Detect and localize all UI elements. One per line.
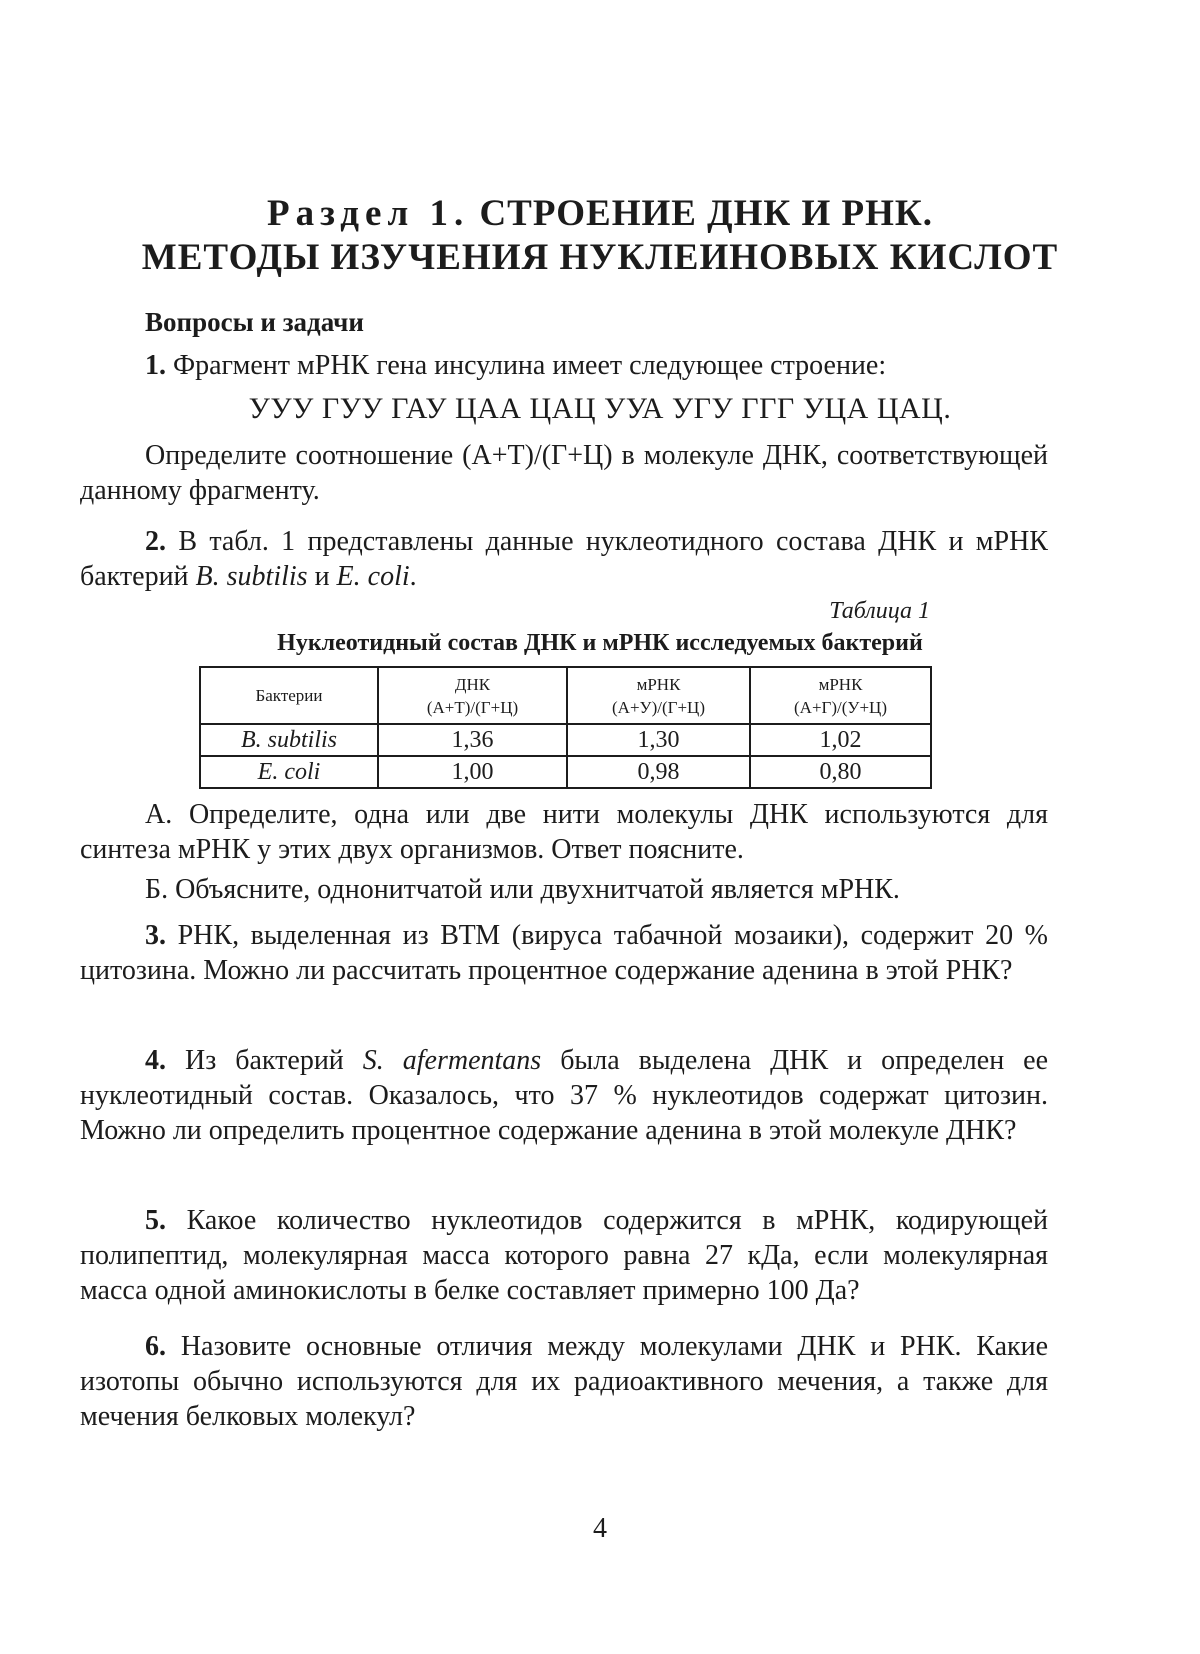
table-cell: 1,00 <box>378 756 567 788</box>
problem-number: 4. <box>145 1045 166 1076</box>
problem-1-question: Определите соотношение (А+Т)/(Г+Ц) в молекуле ДНК, соответствующей данному фрагменту. <box>80 440 1048 506</box>
problem-number: 3. <box>145 920 166 951</box>
table-header-cell <box>200 667 378 724</box>
question-b <box>80 872 1048 907</box>
problem-number: 1. <box>145 350 166 381</box>
problem-1 <box>80 348 1048 383</box>
header-formula: (А+Т)/(Г+Ц) <box>426 697 519 717</box>
table-cell: 0,98 <box>567 756 750 788</box>
connector-text: и <box>314 561 330 592</box>
header-formula: (А+У)/(Г+Ц) <box>612 697 705 717</box>
question-a <box>80 797 1048 867</box>
problem-5 <box>80 1203 1048 1308</box>
section-title-line2: МЕТОДЫ ИЗУЧЕНИЯ НУКЛЕИНОВЫХ КИСЛОТ <box>141 237 1059 278</box>
problem-text: В табл. 1 представлены данные нуклеотидного состава ДНК и мРНК бактерий <box>80 526 1048 592</box>
mrna-sequence: УУУ ГУУ ГАУ ЦАА ЦАЦ УУА УГУ ГГГ УЦА ЦАЦ. <box>248 392 952 425</box>
table-caption: Таблица 1 <box>829 598 930 624</box>
header-formula: (А+Г)/(У+Ц) <box>794 697 887 717</box>
organism-name: E. coli <box>336 561 410 592</box>
problem-text: Какое количество нуклеотидов содержится в мРНК, кодирующей полипептид, молекулярная масса которого равна 27 кДа, если молекулярная масса одной аминокислоты в белке составляет примерно 100 Да? <box>80 1205 1049 1306</box>
table-cell: 0,80 <box>750 756 931 788</box>
table-row <box>200 724 931 756</box>
table-cell: 1,36 <box>378 724 567 756</box>
header-text: мРНК <box>818 674 863 694</box>
question-text: Определите, одна или две нити молекулы ДНК используются для синтеза мРНК у этих двух организмов. Ответ поясните. <box>80 799 1049 865</box>
problem-4 <box>80 1043 1048 1148</box>
table-cell: E. coli <box>200 756 378 788</box>
problem-number: 6. <box>145 1331 166 1362</box>
table-row <box>200 756 931 788</box>
problem-2 <box>80 524 1048 594</box>
table-title: Нуклеотидный состав ДНК и мРНК исследуемых бактерий <box>277 630 923 656</box>
header-text: Бактерии <box>255 686 323 705</box>
organism-name: B. subtilis <box>195 561 308 592</box>
subheading: Вопросы и задачи <box>145 307 364 337</box>
page-number: 4 <box>593 1513 607 1544</box>
problem-number: 2. <box>145 526 166 557</box>
section-title: СТРОЕНИЕ ДНК И РНК. <box>479 193 933 234</box>
problem-number: 5. <box>145 1205 166 1236</box>
punctuation: . <box>409 561 417 592</box>
section-prefix: Раздел 1. <box>267 193 470 234</box>
table-cell: 1,30 <box>567 724 750 756</box>
problem-text: Фрагмент мРНК гена инсулина имеет следующее строение: <box>173 350 887 381</box>
table-header-cell <box>750 667 931 724</box>
nucleotide-table <box>199 666 932 789</box>
problem-6 <box>80 1329 1048 1434</box>
problem-text: была выделена ДНК и определен ее нуклеотидный состав. Оказалось, что 37 % нуклеотидов содержат цитозин. Можно ли определить процентное содержание аденина в этой молекуле ДНК? <box>80 1045 1049 1146</box>
problem-text: Назовите основные отличия между молекулами ДНК и РНК. Какие изотопы обычно используются для их радиоактивного мечения, а также для мечения белковых молекул? <box>80 1331 1049 1432</box>
organism-name: S. afermentans <box>362 1045 542 1076</box>
problem-3 <box>80 918 1048 988</box>
table-header-cell <box>378 667 567 724</box>
question-label: А. <box>145 799 173 830</box>
section-title-line1 <box>0 192 1200 235</box>
table-header-row <box>200 667 931 724</box>
table-cell: 1,02 <box>750 724 931 756</box>
question-text: Объясните, однонитчатой или двухнитчатой является мРНК. <box>175 874 900 905</box>
table-header-cell <box>567 667 750 724</box>
table-cell: B. subtilis <box>200 724 378 756</box>
problem-text: Из бактерий <box>184 1045 344 1076</box>
problem-text: РНК, выделенная из ВТМ (вируса табачной мозаики), содержит 20 % цитозина. Можно ли рассчитать процентное содержание аденина в этой РНК? <box>80 920 1048 986</box>
question-label: Б. <box>145 874 169 905</box>
header-text: мРНК <box>636 674 681 694</box>
header-text: ДНК <box>454 674 491 694</box>
